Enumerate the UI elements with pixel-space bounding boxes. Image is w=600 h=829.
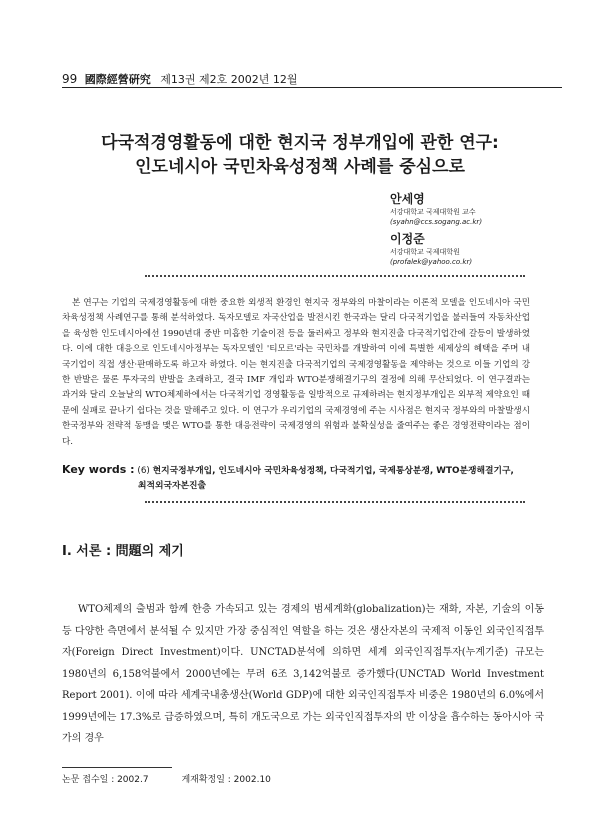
accepted-date: 게재확정일 : 2002.10	[181, 775, 271, 785]
body-text	[62, 599, 544, 750]
footnote	[62, 772, 301, 785]
abstract	[62, 296, 530, 450]
received-date: 논문 접수일 : 2002.7	[62, 775, 149, 785]
abstract-top-divider	[145, 275, 525, 277]
author-name: 안세영	[390, 192, 425, 206]
footnote-rule	[62, 767, 172, 768]
keywords	[62, 462, 542, 494]
journal-name: 國際經營硏究	[84, 73, 151, 86]
author-block	[390, 191, 570, 271]
author-name: 이정준	[390, 232, 425, 246]
author-email: (profalek@yahoo.co.kr)	[390, 258, 473, 266]
paper-title-line-1: 다국적경영활동에 대한 현지국 정부개입에 관한 연구:	[101, 133, 499, 153]
abstract-bottom-divider	[145, 501, 525, 503]
paper-title-line-2: 인도네시아 국민차육성정책 사례를 중심으로	[135, 157, 465, 177]
section-heading: Ⅰ. 서론 : 問題의 제기	[62, 544, 184, 559]
keywords-list-continued: 최적외국자본진출	[138, 481, 206, 491]
keywords-list: 현지국정부개입, 인도네시아 국민차육성정책, 다국적기업, 국제통상분쟁, WTO분쟁해결기구,	[152, 466, 514, 476]
author-affiliation: 서강대학교 국제대학원	[390, 248, 460, 256]
running-header	[62, 71, 562, 87]
keywords-label: Key words :	[62, 463, 135, 476]
body-paragraph: WTO체제의 출범과 함께 한층 가속되고 있는 경제의 범세계화(globalization)는 재화, 자본, 기술의 이동 등 다양한 측면에서 분석될 수 있지만 가장 중심적인 역할을 하는 것은 생산자본의 국제적 이동인 외국인직접투자(Foreign Direct Investment)이다. UNCTAD분석에 의하면 세계 외국인직접투자(누계기준) 규모는 1980년의 6,158억불에서 2000년에는 무려 6조 3,142억불로 증가했다(UNCTAD World Investment Report 2001). 이에 따라 세계국내총생산(World GDP)에 대한 외국인직접투자 비중은 1980년의 6.0%에서 1999년에는 17.3%로 급증하였으며, 특히 개도국으로 가는 외국인직접투자의 반 이상을 흡수하는 동아시아 국가의 경우	[62, 604, 544, 744]
abstract-text: 본 연구는 기업의 국제경영활동에 대한 중요한 외생적 환경인 현지국 정부와의 마찰이라는 이론적 모델을 인도네시아 국민차육성정책 사례연구를 통해 분석하였다. 독자모델로 자국산업을 발전시킨 한국과는 달리 다국적기업을 불러들여 자동차산업을 육성한 인도네시아에선 1990년대 중반 미흡한 기술이전 등을 둘러싸고 정부와 현지진출 다국적기업간에 갈등이 발생하였다. 이에 대한 대응으로 인도네시아정부는 독자모델인 '티모르'라는 국민차를 개발하여 이에 특별한 세제상의 혜택을 주며 내국기업이 직접 생산·판매하도록 하고자 하였다. 이는 현지진출 다국적기업의 국제경영활동을 제약하는 것으로 이들 기업의 강한 반발은 물론 투자국의 반발을 초래하고, 결국 IMF 개입과 WTO분쟁해결기구의 결정에 의해 무산되었다. 이 연구결과는 과거와 달리 오늘날의 WTO체제하에서는 다국적기업 경영활동을 일방적으로 규제하려는 현지정부개입은 외부적 제약요인 때문에 실패로 끝나기 쉽다는 것을 말해주고 있다. 이 연구가 우리기업의 국제경영에 주는 시사점은 현지국 정부와의 마찰발생시 한국정부와 전략적 동맹을 맺은 WTO를 통한 대응전략이 국제경영의 위험과 불확실성을 줄여주는 좋은 경영전략이라는 점이다.	[62, 298, 530, 447]
header-rule	[62, 87, 562, 88]
page-number: 99	[62, 72, 78, 86]
author-affiliation: 서강대학교 국제대학원 교수	[390, 208, 476, 216]
keywords-count: (6)	[137, 466, 150, 476]
journal-issue: 제13권 제2호 2002년 12월	[160, 73, 298, 86]
author-email: (syahn@ccs.sogang.ac.kr)	[390, 218, 483, 226]
